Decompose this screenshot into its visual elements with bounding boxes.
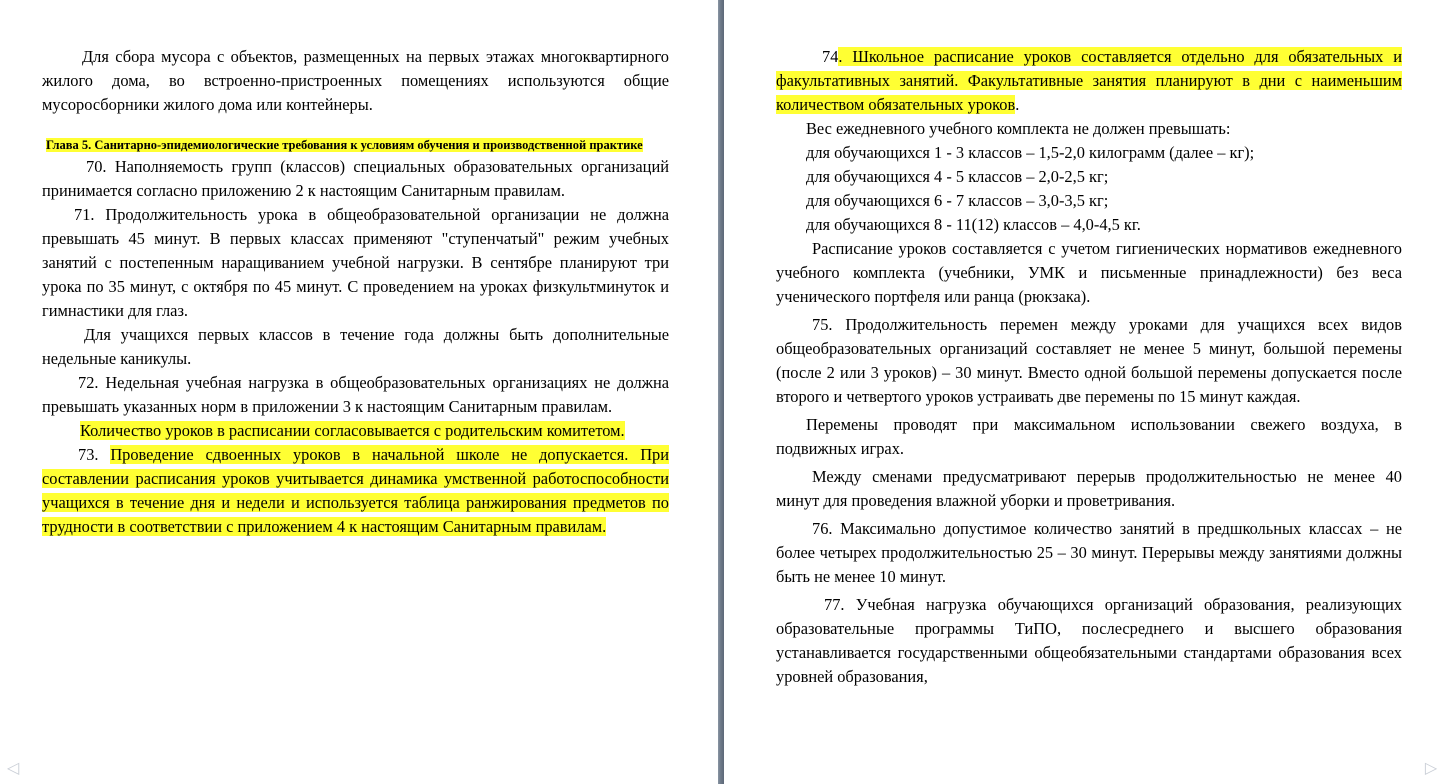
paragraph-71: 71. Продолжительность урока в общеобразовательной организации не должна превышать 45 минут. В первых классах применяют "ступенчатый" режим учебных занятий с постепенным наращиванием учебной нагрузки. В сентябре планируют три урока по 35 минут, с октября по 45 минут. С проведением на уроках физкультминуток и гимнастики для глаз. bbox=[42, 205, 669, 320]
next-page-icon[interactable]: ▷ bbox=[1424, 758, 1438, 777]
document-page-right bbox=[724, 0, 1444, 784]
paragraph-schedule-norms: Расписание уроков составляется с учетом гигиенических нормативов ежедневного учебного комплекта (учебники, УМК и письменные принадлежности) без веса ученического портфеля или ранца (рюкзака). bbox=[776, 239, 1402, 306]
paragraph-71-holidays: Для учащихся первых классов в течение года должны быть дополнительные недельные каникулы. bbox=[42, 325, 669, 368]
paragraph-75-breaks: Перемены проводят при максимальном использовании свежего воздуха, в подвижных играх. bbox=[776, 415, 1402, 458]
paragraph-74 bbox=[776, 45, 1402, 117]
paragraph-73 bbox=[42, 443, 669, 539]
paragraph-75: 75. Продолжительность перемен между уроками для учащихся всех видов общеобразовательных организаций составляет не менее 5 минут, большой перемены (после 2 или 3 уроков) – 30 минут. Вместо одной большой перемены допускается после второго и четвертого уроков устраивать две перемены по 15 минут каждая. bbox=[776, 315, 1402, 406]
weight-item-4-5: для обучающихся 4 - 5 классов – 2,0-2,5 кг; bbox=[806, 167, 1109, 186]
chapter-heading-text: Глава 5. Санитарно-эпидемиологические требования к условиям обучения и производственной практике bbox=[46, 138, 643, 152]
weight-item-1-3: для обучающихся 1 - 3 классов – 1,5-2,0 килограмм (далее – кг); bbox=[806, 143, 1255, 162]
weight-intro: Вес ежедневного учебного комплекта не должен превышать: bbox=[806, 119, 1231, 138]
document-page-left bbox=[0, 0, 718, 784]
highlighted-text: . Школьное расписание уроков составляется отдельно для обязательных и факультативных занятий. Факультативные занятия планируют в дни с наименьшим количеством обязательных уроков bbox=[776, 47, 1402, 114]
page-right-content bbox=[776, 45, 1402, 689]
paragraph-garbage-collection: Для сбора мусора с объектов, размещенных на первых этажах многоквартирного жилого дома, во встроенно-пристроенных помещениях используются общие мусоросборники жилого дома или контейнеры. bbox=[42, 47, 669, 114]
paragraph-75-shifts: Между сменами предусматривают перерыв продолжительностью не менее 40 минут для проведения влажной уборки и проветривания. bbox=[776, 467, 1402, 510]
paragraph-70: 70. Наполняемость групп (классов) специальных образовательных организаций принимается согласно приложению 2 к настоящим Санитарным правилам. bbox=[42, 157, 669, 200]
paragraph-76: 76. Максимально допустимое количество занятий в предшкольных классах – не более четырех продолжительностью 25 – 30 минут. Перерывы между занятиями должны быть не менее 10 минут. bbox=[776, 519, 1402, 586]
weight-item-6-7: для обучающихся 6 - 7 классов – 3,0-3,5 кг; bbox=[806, 191, 1109, 210]
paragraph-74-end: . bbox=[1015, 95, 1020, 114]
highlighted-text: Количество уроков в расписании согласовывается с родительским комитетом. bbox=[80, 421, 625, 440]
paragraph-72-lessons-count bbox=[42, 419, 669, 443]
paragraph-73-number: 73. bbox=[78, 445, 111, 464]
highlighted-text: Проведение сдвоенных уроков в начальной школе не допускается. При составлении расписания уроков учитывается динамика умственной работоспособности учащихся в течение дня и недели и используется таблица ранжирования предметов по трудности в соответствии с приложением 4 к настоящим Санитарным правилам. bbox=[42, 445, 669, 536]
previous-page-icon[interactable]: ◁ bbox=[6, 758, 20, 777]
chapter-heading bbox=[42, 135, 669, 155]
weight-item-8-11: для обучающихся 8 - 11(12) классов – 4,0-4,5 кг. bbox=[806, 215, 1141, 234]
page-left-content bbox=[42, 45, 669, 539]
paragraph-77: 77. Учебная нагрузка обучающихся организаций образования, реализующих образовательные программы ТиПО, послесреднего и высшего образования устанавливается государственными общеобязательными стандартами образования всех уровней образования, bbox=[776, 595, 1402, 686]
paragraph-74-number: 74 bbox=[822, 47, 839, 66]
paragraph-72: 72. Недельная учебная нагрузка в общеобразовательных организациях не должна превышать указанных норм в приложении 3 к настоящим Санитарным правилам. bbox=[42, 373, 669, 416]
